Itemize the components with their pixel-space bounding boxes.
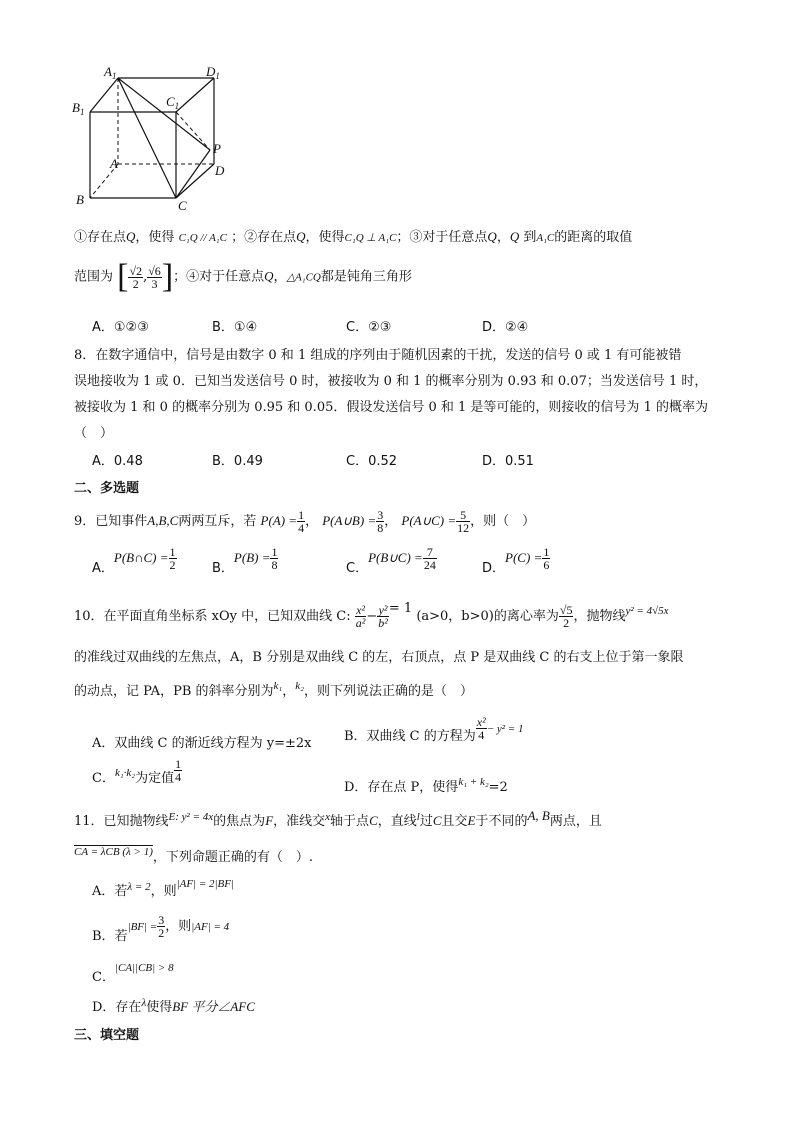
q8-option-b[interactable]: B．0.49 bbox=[212, 454, 263, 469]
label-C: C bbox=[178, 198, 187, 213]
q9-option-a[interactable]: A．P(B∩C) = $\frac{1}{2}$ bbox=[92, 545, 176, 576]
math-c1q-parallel: C₁Q // A₁C bbox=[178, 232, 227, 244]
math-c1q-perp: C₁Q ⊥ A₁C bbox=[344, 232, 397, 244]
q8-line3: 被接收为 1 和 0 的概率分别为 0.95 和 0.05．假设发送信号 0 和 1 是等可能的，则接收的信号为 1 的概率为 bbox=[74, 400, 708, 415]
section-heading-multiple-choice: 二、多选题 bbox=[74, 480, 140, 495]
q9-option-b[interactable]: B．P(B) = $\frac{1}{8}$ bbox=[212, 545, 278, 576]
q9-option-c[interactable]: C．P(B∪C) = $\frac{7}{24}$ bbox=[346, 545, 436, 576]
q8-line1: 8．在数字通信中，信号是由数字 0 和 1 组成的序列由于随机因素的干扰，发送的信号 0 或 1 有可能被错 bbox=[74, 348, 682, 363]
q7-text: 的距离的取值 bbox=[554, 230, 633, 245]
q7-option-c[interactable]: C．②③ bbox=[346, 320, 392, 335]
q10-option-d[interactable]: D．存在点 P，使得$^{k_1 + k_2}$=2 bbox=[344, 776, 508, 795]
q10-option-a[interactable]: A．双曲线 C 的渐近线方程为 y=±2x bbox=[92, 736, 312, 751]
q11-option-a[interactable]: A．若$^{\lambda = 2}$，则$^{|AF| = 2|BF|}$ bbox=[92, 878, 234, 899]
math-Q: Q bbox=[487, 229, 497, 244]
q8-line4: （ ） bbox=[74, 426, 114, 441]
range-frac-2: $\frac{√6}{3}$ bbox=[148, 263, 161, 291]
math-triangle: △A₁CQ bbox=[286, 271, 321, 284]
section-heading-fill-in: 三、填空题 bbox=[74, 1027, 140, 1042]
math-Q: Q bbox=[126, 229, 136, 244]
q7-text: 范围为 bbox=[74, 269, 114, 285]
q7-text: ①存在点 bbox=[74, 230, 127, 245]
math-Q: Q bbox=[509, 229, 520, 244]
label-D: D bbox=[215, 163, 225, 178]
q7-text: ， bbox=[273, 269, 287, 285]
q7-text: 都是钝角三角形 bbox=[320, 269, 412, 285]
label-A: A bbox=[110, 156, 118, 171]
q7-option-b[interactable]: B．①④ bbox=[212, 320, 258, 335]
q7-text: ；④对于任意点 bbox=[173, 269, 265, 285]
q7-text: ，使得 bbox=[135, 230, 175, 245]
q7-text: ，使得 bbox=[305, 230, 345, 245]
q7-line1 bbox=[74, 226, 632, 245]
q7-text: ；③对于任意点 bbox=[396, 230, 488, 245]
q11-option-c[interactable]: C．|CA||CB| > 8 bbox=[92, 962, 174, 985]
q7-option-a[interactable]: A．①②③ bbox=[92, 320, 149, 335]
q8-option-a[interactable]: A．0.48 bbox=[92, 454, 143, 469]
q10-line2: 的准线过双曲线的左焦点，A，B 分别是双曲线 C 的左，右顶点，点 P 是双曲线 C 的右支上位于第一象限 bbox=[74, 650, 684, 665]
label-P: P bbox=[213, 141, 221, 156]
q8-line2: 误地接收为 1 或 0．已知当发送信号 0 时，被接收为 0 和 1 的概率分别为 0.93 和 0.07；当发送信号 1 时， bbox=[74, 374, 708, 389]
q7-text: ， bbox=[496, 230, 510, 245]
q7-text: 到 bbox=[523, 230, 537, 245]
q11-option-d[interactable]: D．存在$^\lambda$使得BF 平分∠AFC bbox=[92, 997, 255, 1015]
q8-option-c[interactable]: C．0.52 bbox=[346, 454, 398, 469]
label-B: B bbox=[76, 192, 84, 207]
q11-line1: 11．已知抛物线$^{E: y^2 = 4x}$的焦点为F，准线交$^x$轴于点C，直线$^l$过C且交E于不同的A, B两点，且 bbox=[74, 808, 602, 829]
label-B1: $B_1$ bbox=[72, 100, 85, 117]
q9-option-d[interactable]: D．P(C) = $\frac{1}{6}$ bbox=[482, 545, 550, 576]
math-Q: Q bbox=[264, 268, 274, 284]
q10-line3: 的动点，记 PA，PB 的斜率分别为$^{k_1}$，$^{k_2}$，则下列说法正确的是（ ） bbox=[74, 680, 473, 699]
q7-text: ；②存在点 bbox=[231, 230, 297, 245]
label-D1: $D_1$ bbox=[206, 64, 220, 81]
math-Q: Q bbox=[296, 229, 306, 244]
range-frac-1: $\frac{√2}{2}$ bbox=[129, 263, 143, 291]
q9-stem: 9．已知事件A,B,C两两互斥，若 P(A) = $\frac{1}{4}$ ， P(A∪B) = $\frac{3}{8}$ ， P(A∪C) = $\frac{5}{12}$ ，则（ ） bbox=[74, 508, 536, 535]
q10-line1: 10．在平面直角坐标系 xOy 中，已知双曲线 C: $\frac{\text{x²}}{\text{a²}}$ − $\frac{\text{y²}}{\text{b²}}$ = 1 (a>0，b>0)的离心率为 $\frac{√5}{2}$ ，抛物线$^{y^2 = 4√5x}$ bbox=[74, 601, 669, 630]
q7-option-d[interactable]: D．②④ bbox=[482, 320, 529, 335]
q11-option-b[interactable]: B．若|BF| = $\frac{3}{2}$ ，则|AF| = 4 bbox=[92, 913, 230, 944]
q10-option-c[interactable]: C．$^{k_1\cdot k_2}$为定值 $\frac{1}{4}$ bbox=[92, 757, 182, 786]
label-C1: $C_1$ bbox=[166, 94, 180, 111]
q10-option-b[interactable]: B．双曲线 C 的方程为 $\frac{\text{x²}}{4}$ − y² = 1 bbox=[344, 715, 524, 744]
q11-line2: CA = λCB (λ > 1)，下列命题正确的有（ ）. bbox=[74, 846, 314, 865]
math-a1c: A₁C bbox=[536, 232, 555, 244]
q8-option-d[interactable]: D．0.51 bbox=[482, 454, 534, 469]
cube-figure bbox=[72, 64, 242, 214]
label-A1: $A_1$ bbox=[104, 64, 117, 81]
q7-line2: 范围为 [ $\frac{√2}{2}$ , $\frac{√6}{3}$ ]；④对于任意点Q，△A₁CQ都是钝角三角形 bbox=[74, 258, 412, 295]
